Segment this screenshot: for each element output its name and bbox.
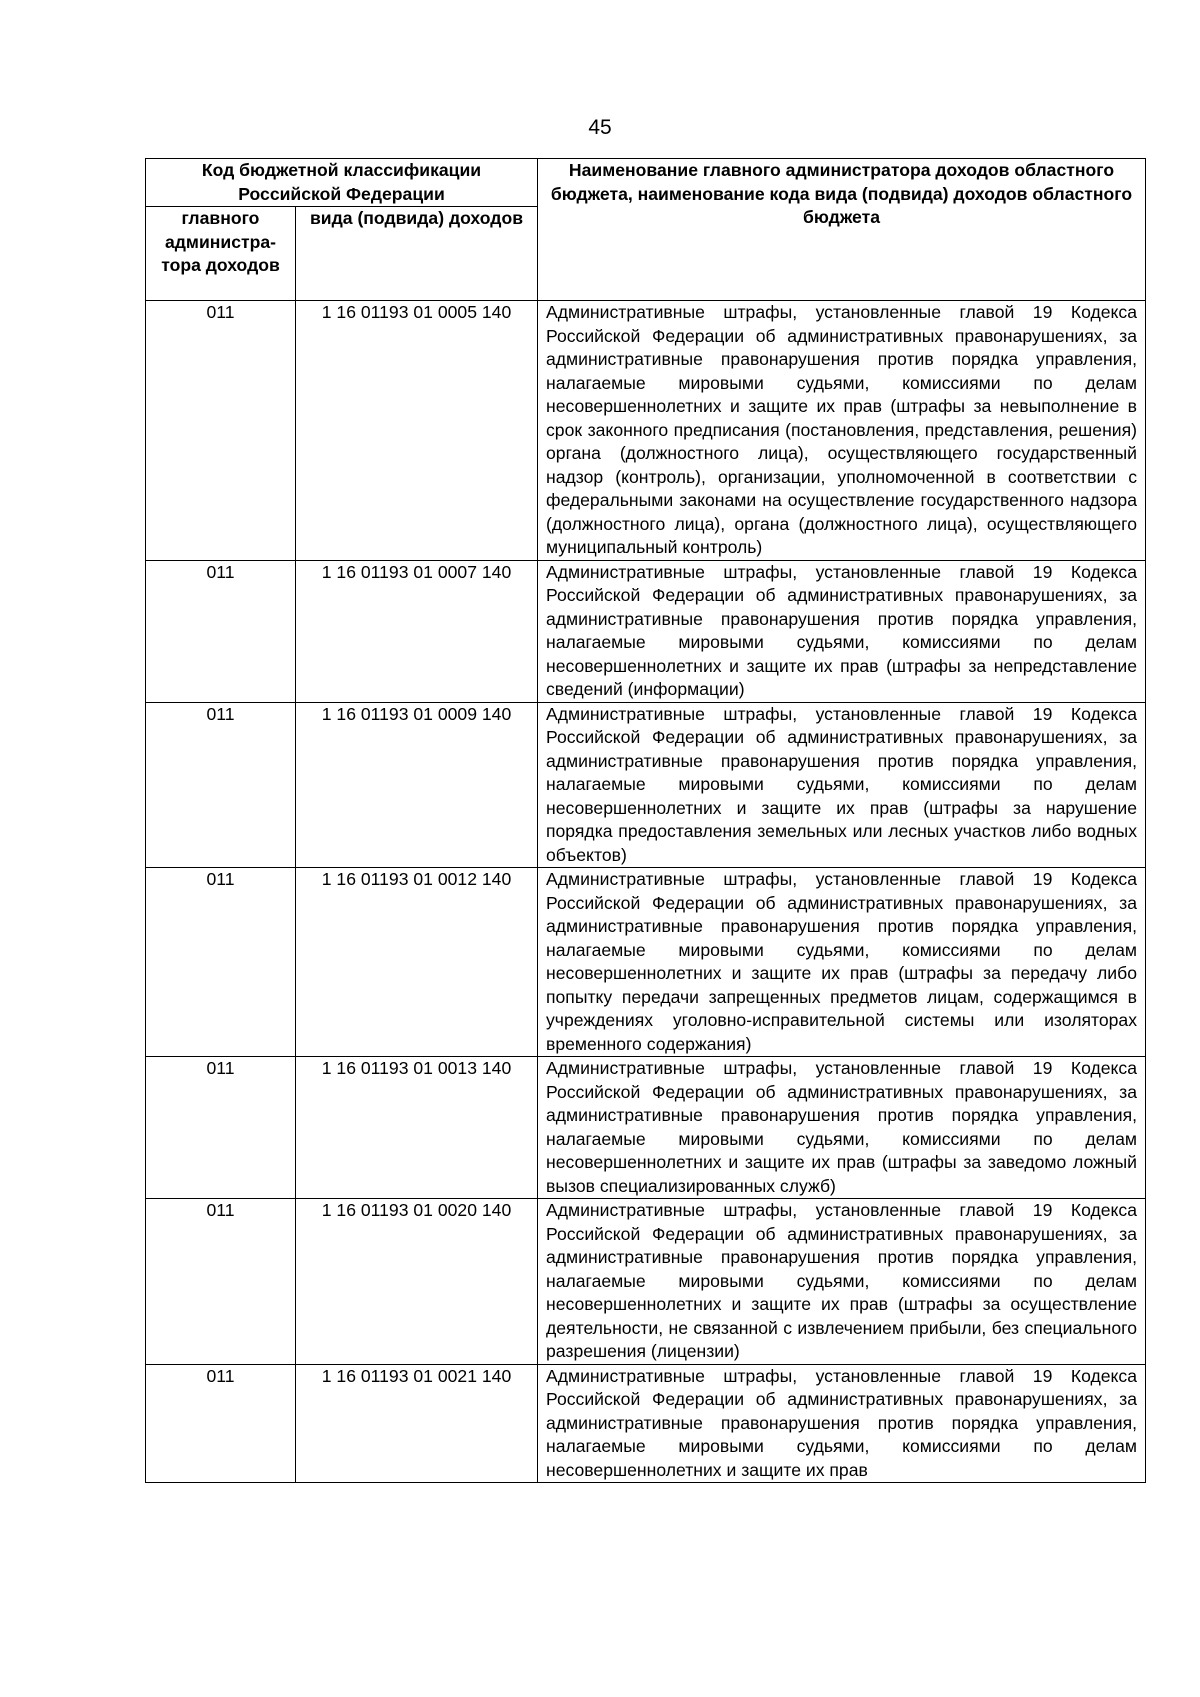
revenue-description: Административные штрафы, установленные главой 19 Кодекса Российской Федерации об административных правонарушениях, за административные правонарушения против порядка управления, налагаемые мировыми судьями, комиссиями по делам несовершеннолетних и защите их прав (штрафы за невыполнение в срок законного предписания (постановления, представления, решения) органа (должностного лица), осуществляющего государственный надзор (контроль), организации, уполномоченной в соответствии с федеральными законами на осуществление государственного надзора (должностного лица), органа (должностного лица), осуществляющего муниципальный контроль) xyxy=(538,301,1146,561)
revenue-description: Административные штрафы, установленные главой 19 Кодекса Российской Федерации об административных правонарушениях, за административные правонарушения против порядка управления, налагаемые мировыми судьями, комиссиями по делам несовершеннолетних и защите их прав (штрафы за нарушение порядка предоставления земельных или лесных участков либо водных объектов) xyxy=(538,702,1146,868)
revenue-kind-code: 1 16 01193 01 0021 140 xyxy=(296,1364,538,1483)
revenue-kind-code: 1 16 01193 01 0009 140 xyxy=(296,702,538,868)
page-number: 45 xyxy=(588,116,612,139)
header-budget-code-group: Код бюджетной классификации Российской Федерации xyxy=(146,159,538,207)
administrator-code: 011 xyxy=(146,560,296,702)
header-administrator-name: Наименование главного администратора доходов областного бюджета, наименование кода вида (подвида) доходов областного бюджета xyxy=(538,159,1146,301)
revenue-description: Административные штрафы, установленные главой 19 Кодекса Российской Федерации об административных правонарушениях, за административные правонарушения против порядка управления, налагаемые мировыми судьями, комиссиями по делам несовершеннолетних и защите их прав (штрафы за заведомо ложный вызов специализированных служб) xyxy=(538,1057,1146,1199)
table-row xyxy=(146,301,1146,561)
administrator-code: 011 xyxy=(146,301,296,561)
table-row xyxy=(146,702,1146,868)
administrator-code: 011 xyxy=(146,868,296,1057)
table-row xyxy=(146,1199,1146,1365)
revenue-description: Административные штрафы, установленные главой 19 Кодекса Российской Федерации об административных правонарушениях, за административные правонарушения против порядка управления, налагаемые мировыми судьями, комиссиями по делам несовершеннолетних и защите их прав (штрафы за передачу либо попытку передачи запрещенных предметов лицам, содержащимся в учреждениях уголовно-исправительной системы или изоляторах временного содержания) xyxy=(538,868,1146,1057)
header-revenue-kind: вида (подвида) доходов xyxy=(296,207,538,301)
revenue-kind-code: 1 16 01193 01 0005 140 xyxy=(296,301,538,561)
table-body xyxy=(146,301,1146,1483)
administrator-code: 011 xyxy=(146,1199,296,1365)
administrator-code: 011 xyxy=(146,1057,296,1199)
revenue-description: Административные штрафы, установленные главой 19 Кодекса Российской Федерации об административных правонарушениях, за административные правонарушения против порядка управления, налагаемые мировыми судьями, комиссиями по делам несовершеннолетних и защите их прав (штрафы за осуществление деятельности, не связанной с извлечением прибыли, без специального разрешения (лицензии) xyxy=(538,1199,1146,1365)
table-row xyxy=(146,1364,1146,1483)
revenue-kind-code: 1 16 01193 01 0013 140 xyxy=(296,1057,538,1199)
revenue-kind-code: 1 16 01193 01 0020 140 xyxy=(296,1199,538,1365)
revenue-description: Административные штрафы, установленные главой 19 Кодекса Российской Федерации об административных правонарушениях, за административные правонарушения против порядка управления, налагаемые мировыми судьями, комиссиями по делам несовершеннолетних и защите их прав xyxy=(538,1364,1146,1483)
table-row xyxy=(146,868,1146,1057)
administrator-code: 011 xyxy=(146,1364,296,1483)
table-row xyxy=(146,1057,1146,1199)
administrator-code: 011 xyxy=(146,702,296,868)
table-row xyxy=(146,560,1146,702)
revenue-kind-code: 1 16 01193 01 0012 140 xyxy=(296,868,538,1057)
revenue-kind-code: 1 16 01193 01 0007 140 xyxy=(296,560,538,702)
table-header xyxy=(146,159,1146,301)
header-main-administrator: главного администра-тора доходов xyxy=(146,207,296,301)
revenue-classification-table xyxy=(145,158,1146,1483)
revenue-description: Административные штрафы, установленные главой 19 Кодекса Российской Федерации об административных правонарушениях, за административные правонарушения против порядка управления, налагаемые мировыми судьями, комиссиями по делам несовершеннолетних и защите их прав (штрафы за непредставление сведений (информации) xyxy=(538,560,1146,702)
